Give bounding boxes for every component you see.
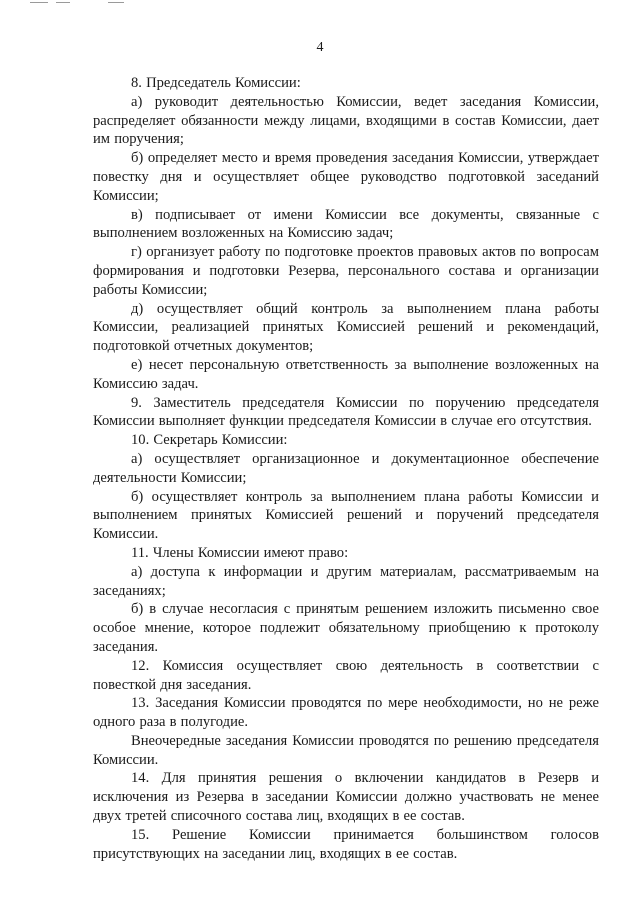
paragraph-10b: б) осуществляет контроль за выполнением плана работы Комиссии и выполнением принятых Комиссией решений и поручений председателя Комиссии. [93, 488, 599, 543]
paragraph-10a: а) осуществляет организационное и документационное обеспечение деятельности Комиссии; [93, 450, 599, 486]
paragraph-15: 15. Решение Комиссии принимается большинством голосов присутствующих на заседании лиц, входящих в ее состав. [93, 826, 599, 862]
paragraph-8v: в) подписывает от имени Комиссии все документы, связанные с выполнением возложенных на Комиссию задач; [93, 206, 599, 242]
paragraph-9: 9. Заместитель председателя Комиссии по поручению председателя Комиссии выполняет функции председателя Комиссии в случае его отсутствия. [93, 394, 599, 430]
paragraph-8a: а) руководит деятельностью Комиссии, ведет заседания Комиссии, распределяет обязанности между лицами, входящими в состав Комиссии, дает им поручения; [93, 93, 599, 148]
paragraph-8d: д) осуществляет общий контроль за выполнением плана работы Комиссии, реализацией принятых Комиссией решений и рекомендаций, подготовкой отчетных документов; [93, 300, 599, 355]
paragraph-8e: е) несет персональную ответственность за выполнение возложенных на Комиссию задач. [93, 356, 599, 392]
paragraph-12: 12. Комиссия осуществляет свою деятельность в соответствии с повесткой дня заседания. [93, 657, 599, 693]
paragraph-14: 14. Для принятия решения о включении кандидатов в Резерв и исключения из Резерва в заседании Комиссии должно участвовать не менее двух третей списочного состава лиц, входящих в ее состав. [93, 770, 599, 825]
paragraph-13-extra: Внеочередные заседания Комиссии проводятся по решению председателя Комиссии. [93, 732, 599, 768]
paragraph-11-heading: 11. Члены Комиссии имеют право: [131, 544, 349, 561]
paragraph-11a: а) доступа к информации и другим материалам, рассматриваемым на заседаниях; [93, 563, 599, 599]
paragraph-8b: б) определяет место и время проведения заседания Комиссии, утверждает повестку дня и осуществляет общее руководство подготовкой заседаний Комиссии; [93, 150, 599, 204]
document-body [93, 74, 599, 863]
scan-artifact [30, 0, 130, 6]
paragraph-8-heading: 8. Председатель Комиссии: [131, 75, 301, 91]
paragraph-10-heading: 10. Секретарь Комиссии: [131, 432, 288, 449]
page-number: 4 [316, 40, 324, 55]
paragraph-13: 13. Заседания Комиссии проводятся по мере необходимости, но не реже одного раза в полугодие. [93, 695, 599, 731]
paragraph-8g: г) организует работу по подготовке проектов правовых актов по вопросам формирования и подготовки Резерва, персонального состава и организации работы Комиссии; [93, 244, 599, 298]
paragraph-11b: б) в случае несогласия с принятым решением изложить письменно свое особое мнение, которое подлежит обязательному приобщению к протоколу заседания. [93, 601, 599, 655]
